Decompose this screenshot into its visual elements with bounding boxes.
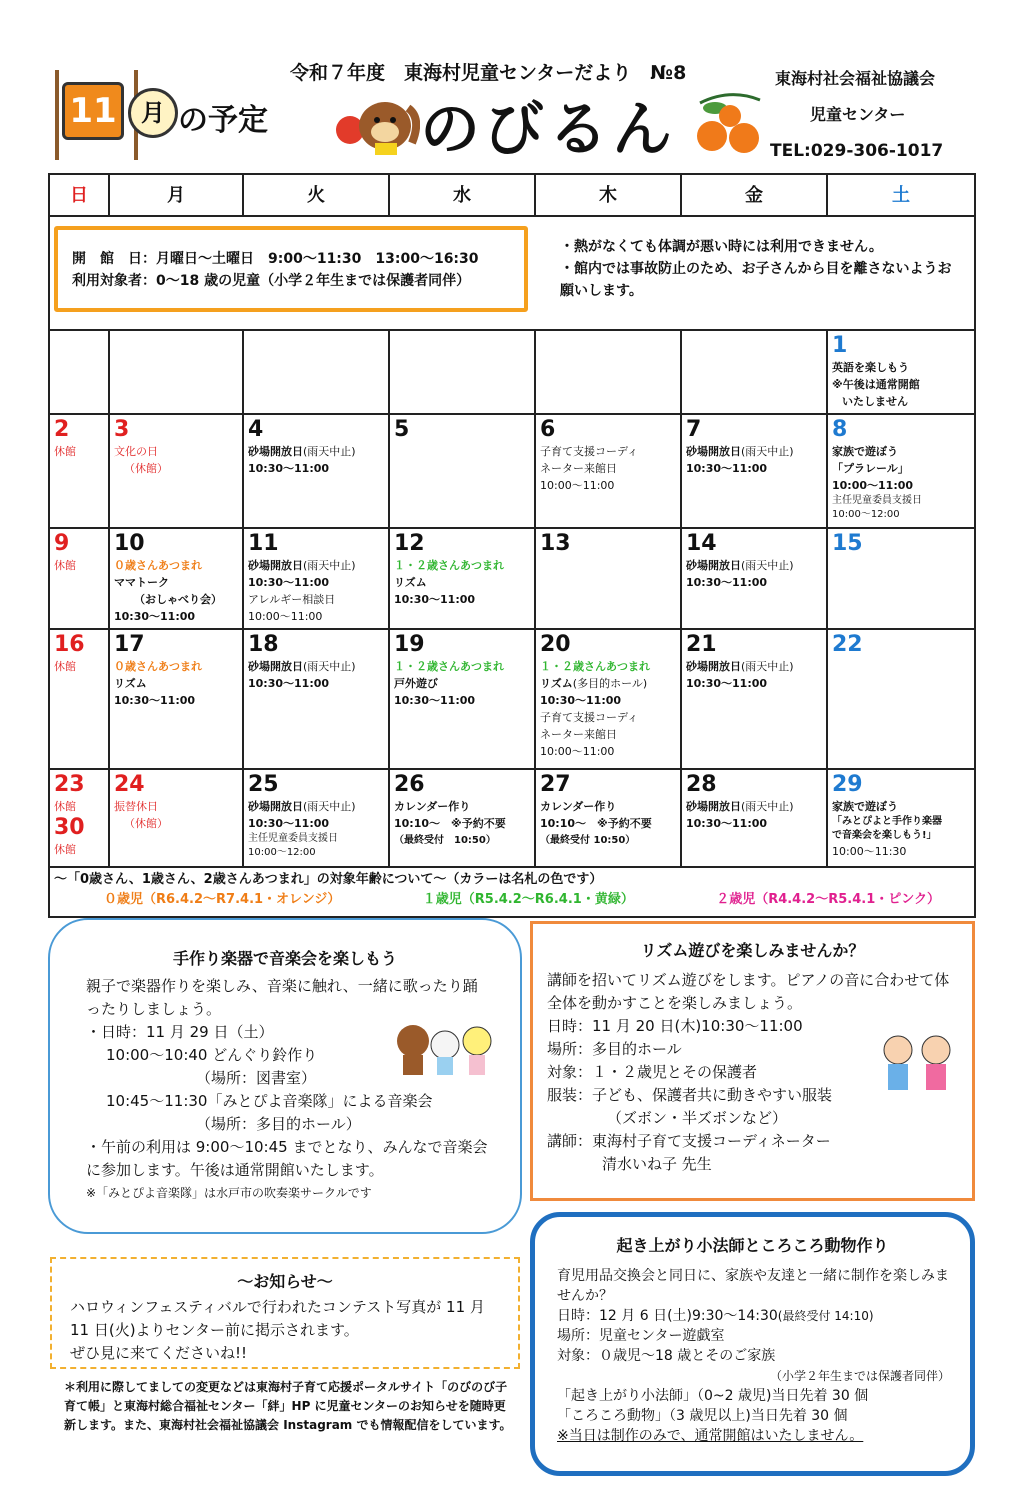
- weekday-header-row: [49, 174, 975, 216]
- newsletter-subtitle: 令和７年度 東海村児童センターだより №8: [290, 62, 687, 84]
- day-cell: 26 カレンダー作り 10:10～ ※予約不要 （最終受付 10:50）: [389, 769, 535, 867]
- newsletter-title: のびるん: [420, 95, 676, 165]
- age-1-label: １歳児（R5.4.2～R6.4.1・黄緑）: [422, 892, 634, 907]
- day-cell: 17 ０歳さんあつまれ リズム 10:30～11:00: [109, 629, 243, 769]
- month-number: 11: [62, 82, 124, 140]
- day-cell: 7 砂場開放日(雨天中止) 10:30～11:00: [681, 414, 827, 528]
- age-0-label: ０歳児（R6.4.2～R7.4.1・オレンジ）: [104, 892, 341, 907]
- weekday-sun: 日: [49, 174, 109, 216]
- age-2-label: ２歳児（R4.4.2～R5.4.1・ピンク）: [716, 892, 940, 907]
- day-cell: 19 １・２歳さんあつまれ 戸外遊び 10:30～11:00: [389, 629, 535, 769]
- day-cell: 24 振替休日 （休館）: [109, 769, 243, 867]
- day-cell: 21 砂場開放日(雨天中止) 10:30～11:00: [681, 629, 827, 769]
- target-users: 利用対象者：0～18 歳の児童（小学２年生までは保護者同伴）: [72, 273, 471, 289]
- footer-note: ＊利用に際してましての変更などは東海村子育て応援ポータルサイト「のびのび子育て帳」と東海村総合福祉センター「絆」HP に児童センターのお知らせを随時更新します。また、東海村社会福祉協議会 Instagram でも情報配信をしています。: [64, 1380, 512, 1432]
- day-cell: 3 文化の日 （休館）: [109, 414, 243, 528]
- day-cell: 12 １・２歳さんあつまれ リズム 10:30～11:00: [389, 528, 535, 629]
- day-cell: 22: [827, 629, 975, 769]
- week-row: [49, 629, 975, 769]
- day-cell: 13: [535, 528, 681, 629]
- day-cell: 10 ０歳さんあつまれ ママトーク （おしゃべり会） 10:30～11:00: [109, 528, 243, 629]
- weekday-wed: 水: [389, 174, 535, 216]
- day-cell: 28 砂場開放日(雨天中止) 10:30～11:00: [681, 769, 827, 867]
- usage-notes: ・熱がなくても体調が悪い時には利用できません。 ・館内では事故防止のため、お子さんから目を離さないようお願いします。: [560, 239, 952, 299]
- day-cell: 8 家族で遊ぼう 「プラレール」 10:00～11:00 主任児童委員支援日 10:00～12:00: [827, 414, 975, 528]
- squirrel-mascot-icon: [330, 88, 420, 158]
- age-note-row: [49, 867, 975, 917]
- weekday-tue: 火: [243, 174, 389, 216]
- concert-section: 手作り楽器で音楽会を楽しもう 親子で楽器作りを楽しみ、音楽に触れ、一緒に歌ったり踊ったりしましょう。 ・日時：11 月 29 日（土） 10:00～10:40 どんぐり鈴作り （場所：図書室） 10:45～11:30「みとぴよ音楽隊」による音楽会 （場所：多目的ホール） ・午前の利用は 9:00～10:45 までとなり、みんなで音楽会に参加します。午後は通常開館いたします。 ※「みとぴよ音楽隊」は水戸市の吹奏楽サークルです: [48, 918, 522, 1234]
- day-cell: 15: [827, 528, 975, 629]
- day-cell: 4 砂場開放日(雨天中止) 10:30～11:00: [243, 414, 389, 528]
- day-cell: 11 砂場開放日(雨天中止) 10:30～11:00 アレルギー相談日 10:00～11:00: [243, 528, 389, 629]
- craft-section: 起き上がり小法師ところころ動物作り 育児用品交換会と同日に、家族や友達と一緒に制作を楽しみませんか？ 日時：12 月 6 日(土)9:30～14:30(最終受付 14:10) 場所：児童センター遊戯室 対象：０歳児～18 歳とそのご家族 （小学２年生までは保護者同伴） 「起き上がり小法師」（0~2 歳児)当日先着 30 個 「ころころ動物」（3 歳児以上)当日先着 30 個 ※当日は制作のみで、通常開館はいたしません。: [530, 1212, 975, 1476]
- day-cell: 16 休館: [49, 629, 109, 769]
- center-name: 児童センター: [810, 105, 906, 124]
- children-illustration-icon: [878, 1030, 958, 1092]
- schedule-label: の予定: [178, 103, 268, 138]
- weekday-sat: 土: [827, 174, 975, 216]
- week-row: [49, 330, 975, 414]
- opening-hours: 開 館 日：月曜日～土曜日 9:00～11:30 13:00～16:30: [72, 251, 479, 267]
- weekday-thu: 木: [535, 174, 681, 216]
- day-cell: 1 英語を楽しもう ※午後は通常開館 いたしません: [827, 330, 975, 414]
- day-cell: 5: [389, 414, 535, 528]
- day-cell: 2 休館: [49, 414, 109, 528]
- rhythm-section: リズム遊びを楽しみませんか？ 講師を招いてリズム遊びをします。ピアノの音に合わせて体全体を動かすことを楽しみましょう。 日時：11 月 20 日(木)10:30～11:00 場所：多目的ホール 対象：１・２歳児とその保護者 服装：子ども、保護者共に動きやすい服装 （ズボン・半ズボンなど） 講師：東海村子育て支援コーディネーター 清水いね子 先生: [530, 921, 975, 1201]
- rhythm-title: リズム遊びを楽しみませんか？: [640, 941, 865, 960]
- news-title: ～お知らせ～: [237, 1272, 333, 1291]
- day-cell: 20 １・２歳さんあつまれ リズム(多目的ホール) 10:30～11:00 子育て支援コーディ ネーター来館日 10:00～11:00: [535, 629, 681, 769]
- day-cell: 29 家族で遊ぼう 「みとぴよと手作り楽器 で音楽会を楽しもう!」 10:00～11:30: [827, 769, 975, 867]
- day-cell: 27 カレンダー作り 10:10～ ※予約不要 （最終受付 10:50）: [535, 769, 681, 867]
- concert-title: 手作り楽器で音楽会を楽しもう: [172, 949, 397, 968]
- palette-month-label: 月: [128, 88, 178, 138]
- day-cell: 9 休館: [49, 528, 109, 629]
- day-cell: 6 子育て支援コーディ ネーター来館日 10:00～11:00: [535, 414, 681, 528]
- day-cell: 23 休館 30 休館: [49, 769, 109, 867]
- persimmon-icon: [690, 88, 770, 158]
- telephone: TEL:029-306-1017: [770, 141, 944, 161]
- week-row: [49, 528, 975, 629]
- org-name: 東海村社会福祉協議会: [775, 69, 936, 88]
- week-row: [49, 414, 975, 528]
- weekday-fri: 金: [681, 174, 827, 216]
- day-cell: 14 砂場開放日(雨天中止) 10:30～11:00: [681, 528, 827, 629]
- week-row: [49, 769, 975, 867]
- news-section: ～お知らせ～ ハロウィンフェスティバルで行われたコンテスト写真が 11 月 11 日(火)よりセンター前に掲示されます。 ぜひ見に来てくださいね!!: [50, 1257, 520, 1369]
- craft-title: 起き上がり小法師ところころ動物作り: [616, 1236, 889, 1255]
- weekday-mon: 月: [109, 174, 243, 216]
- day-cell: 25 砂場開放日(雨天中止) 10:30～11:00 主任児童委員支援日 10:00～12:00: [243, 769, 389, 867]
- opening-hours-box: [54, 226, 528, 312]
- bears-illustration-icon: [395, 1015, 495, 1077]
- day-cell: 18 砂場開放日(雨天中止) 10:30～11:00: [243, 629, 389, 769]
- age-note-title: ～「0歳さん、1歳さん、2歳さんあつまれ」の対象年齢について～（カラーは名札の色です）: [54, 872, 603, 887]
